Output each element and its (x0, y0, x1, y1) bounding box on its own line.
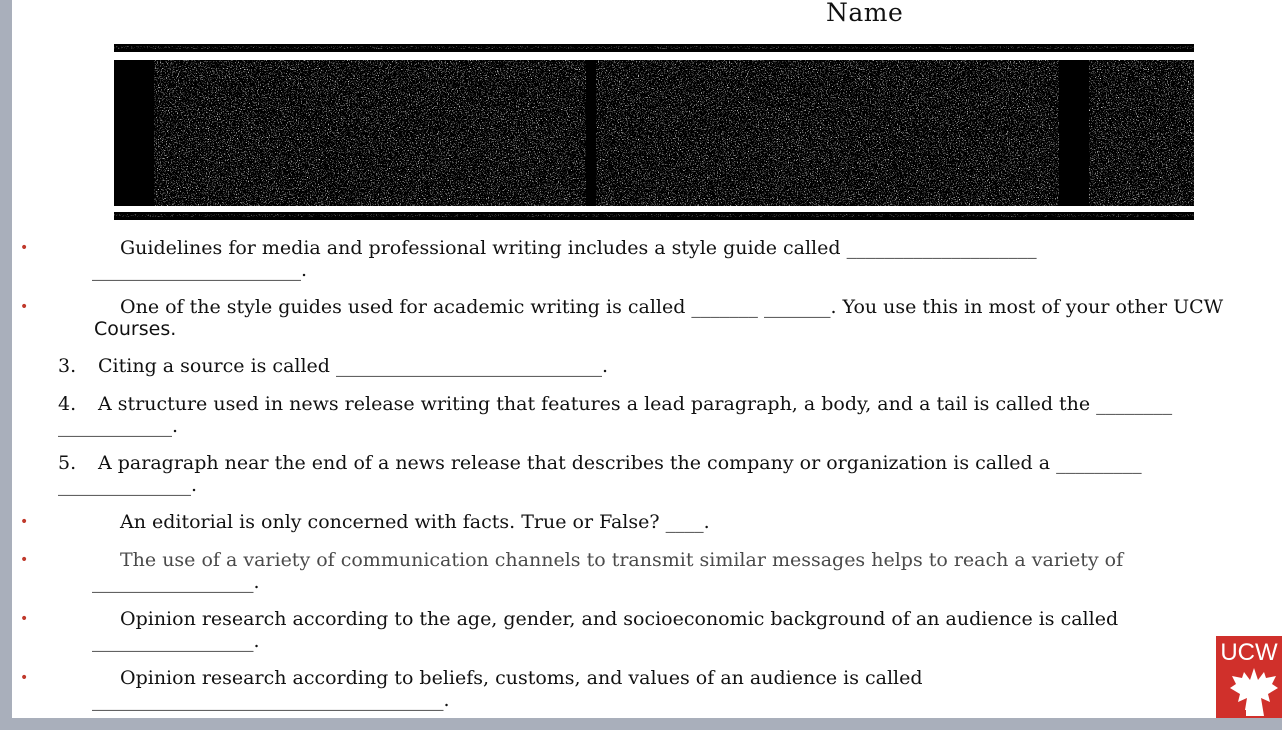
question-7-line-1: The use of a variety of communication channels to transmit similar messages helps to reach a variety of (120, 549, 1124, 571)
ucw-logo-text: UCW (1220, 639, 1278, 666)
ucw-logo (1216, 636, 1282, 718)
bullet-1: • (20, 240, 29, 256)
question-2-line-1: One of the style guides used for academic writing is called _______ _______. You use this in most of your other UCW (120, 296, 1224, 318)
name-label: Name (826, 0, 904, 27)
banner-image (114, 44, 1194, 220)
bullet-8: • (20, 611, 29, 627)
bullet-7: • (20, 552, 29, 568)
question-3-number: 3. (58, 355, 77, 377)
question-1-line-1: Guidelines for media and professional writing includes a style guide called ____________________ (120, 237, 1037, 259)
question-5-number: 5. (58, 452, 77, 474)
question-6-line-1: An editorial is only concerned with facts. True or False? ____. (120, 511, 710, 533)
question-3-line-1: Citing a source is called ____________________________. (98, 355, 609, 377)
question-5-line-2: ______________. (58, 474, 198, 496)
question-7-line-2: _________________. (92, 571, 260, 593)
worksheet-slide (12, 0, 1282, 718)
question-4-line-1: A structure used in news release writing that features a lead paragraph, a body, and a tail is called the ________ (98, 393, 1173, 415)
question-8-line-2: _________________. (92, 630, 260, 652)
question-5-line-1: A paragraph near the end of a news release that describes the company or organization is called a _________ (98, 452, 1142, 474)
question-2-line-2: Courses. (94, 318, 177, 340)
question-8-line-1: Opinion research according to the age, gender, and socioeconomic background of an audience is called (120, 608, 1119, 630)
question-9-line-2: _____________________________________. (92, 689, 450, 711)
bullet-2: • (20, 299, 29, 315)
bullet-6: • (20, 514, 29, 530)
question-4-line-2: ____________. (58, 415, 179, 437)
question-1-line-2: ______________________. (92, 259, 308, 281)
question-9-line-1: Opinion research according to beliefs, customs, and values of an audience is called (120, 667, 923, 689)
bullet-9: • (20, 670, 29, 686)
question-4-number: 4. (58, 393, 77, 415)
